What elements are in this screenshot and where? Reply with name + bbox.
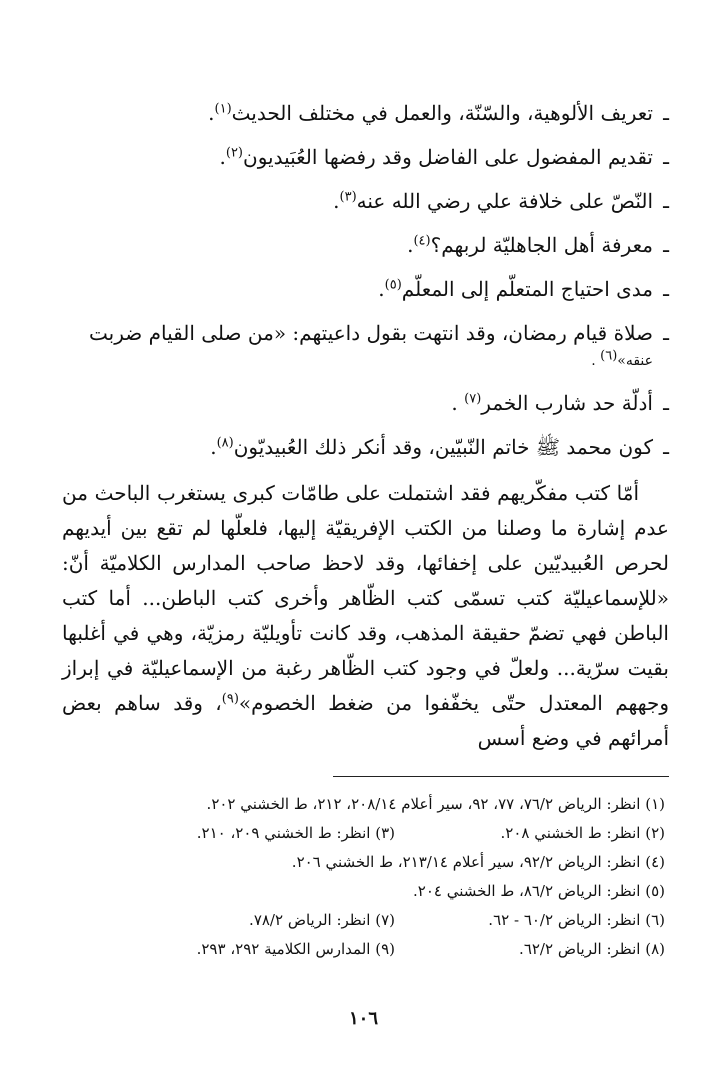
footnote-row [70, 848, 665, 877]
footnote-ref: (٧) [464, 391, 482, 407]
bullet-item [62, 274, 669, 304]
bullet-end: . [219, 145, 226, 169]
bullet-end: . [378, 277, 385, 301]
bullet-text: كون محمد ﷺ خاتم النّبيّين، وقد أنكر ذلك العُبيديّون [233, 435, 653, 459]
footnote: (٦) انظر: الرياض ٦٠/٢ - ٦٢. [488, 911, 665, 929]
footnote-row [70, 906, 665, 935]
footnote: (٣) انظر: ط الخشني ٢٠٩، ٢١٠. [196, 824, 395, 842]
bullet-end: . [333, 189, 340, 213]
bullet-end: . [208, 101, 215, 125]
bullet-text: أدلّة حد شارب الخمر [481, 391, 653, 415]
footnote-ref: (٨) [216, 435, 234, 451]
bullet-text: صلاة قيام رمضان، وقد انتهت بقول داعيتهم: «من صلى القيام ضربت [89, 321, 653, 345]
paragraph-text: أمّا كتب مفكّريهم فقد اشتملت على طامّات كبرى يستغرب الباحث من عدم إشارة ما وصلنا من الكتب الإفريقيّة إليها، فلعلّها لم تقع بين أيديهم لحرص العُبيديّين على إخفائها، وقد لاحظ صاحب المدارس الكلاميّة أنّ: «للإسماعيليّة كتب تسمّى كتب الظّاهر وأخرى كتب الباطن... أما كتب الباطن فهي تضمّ حقيقة المذهب، وقد كانت تأويليّة رمزيّة، وهي في أغلبها بقيت سرّية... ولعلّ في وجود كتب الظّاهر رغبة من الإسماعيليّة في إبراز وجههم المعتدل حتّى يخفّفوا من ضغط الخصوم» [62, 481, 669, 715]
bullet-text: مدى احتياج المتعلّم إلى المعلّم [401, 277, 653, 301]
bullet-text: النّصّ على خلافة علي رضي الله عنه [356, 189, 653, 213]
bullet-text: تقديم المفضول على الفاضل وقد رفضها العُبَيديون [243, 145, 653, 169]
body-paragraph [62, 476, 669, 756]
bullet-text: تعريف الألوهية، والسّنّة، والعمل في مختلف الحديث [231, 101, 653, 125]
footnote: (٤) انظر: الرياض ٩٢/٢، سير أعلام ٢١٣/١٤، ط الخشني ٢٠٦. [291, 853, 665, 871]
bullet-item [62, 142, 669, 172]
footnote-ref: (٦) [600, 348, 618, 364]
footnote-separator [333, 776, 669, 777]
footnote: (٩) المدارس الكلامية ٢٩٢، ٢٩٣. [196, 940, 395, 958]
bullet-item [62, 388, 669, 418]
footnote: (٥) انظر: الرياض ٨٦/٢، ط الخشني ٢٠٤. [413, 882, 665, 900]
dash-marker: ـ [663, 145, 669, 169]
footnote: (١) انظر: الرياض ٧٦/٢، ٧٧، ٩٢، سير أعلام ٢٠٨/١٤، ٢١٢، ط الخشني ٢٠٢. [206, 795, 665, 813]
footnote-ref: (٥) [384, 277, 402, 293]
footnote-row [70, 790, 665, 819]
footnote-row [70, 819, 665, 848]
footnote-row [70, 935, 665, 964]
footnote-ref: (١) [214, 101, 232, 117]
bullet-end: . [451, 391, 458, 415]
footnote: (٨) انظر: الرياض ٦٢/٢. [519, 940, 665, 958]
footnote-row [70, 877, 665, 906]
dash-marker: ـ [663, 435, 669, 459]
footnote: (٧) انظر: الرياض ٧٨/٢. [249, 911, 395, 929]
dash-marker: ـ [663, 277, 669, 301]
dash-marker: ـ [663, 391, 669, 415]
footnotes [70, 790, 665, 964]
paragraph-text-end: ، وقد ساهم بعض أمرائهم في وضع أسس [62, 691, 669, 750]
bullet-text: معرفة أهل الجاهليّة لربهم؟ [430, 233, 653, 257]
page-number: ١٠٦ [348, 1008, 378, 1029]
bullet-end: . [210, 435, 217, 459]
dash-marker: ـ [663, 101, 669, 125]
footnote-ref: (٤) [413, 233, 431, 249]
continuation-text: عنقه» [617, 353, 653, 369]
bullet-item [62, 318, 669, 374]
bullet-end: . [591, 353, 596, 369]
bullet-item [62, 230, 669, 260]
bullet-list [62, 98, 669, 462]
bullet-item [62, 98, 669, 128]
bullet-continuation [62, 348, 653, 374]
bullet-end: . [407, 233, 414, 257]
dash-marker: ـ [663, 321, 669, 345]
footnote-ref: (٣) [339, 189, 357, 205]
footnote-ref: (٩) [221, 691, 239, 707]
bullet-item [62, 186, 669, 216]
main-text [62, 98, 669, 756]
footnote: (٢) انظر: ط الخشني ٢٠٨. [500, 824, 665, 842]
dash-marker: ـ [663, 233, 669, 257]
dash-marker: ـ [663, 189, 669, 213]
bullet-item [62, 432, 669, 462]
footnote-ref: (٢) [225, 145, 243, 161]
